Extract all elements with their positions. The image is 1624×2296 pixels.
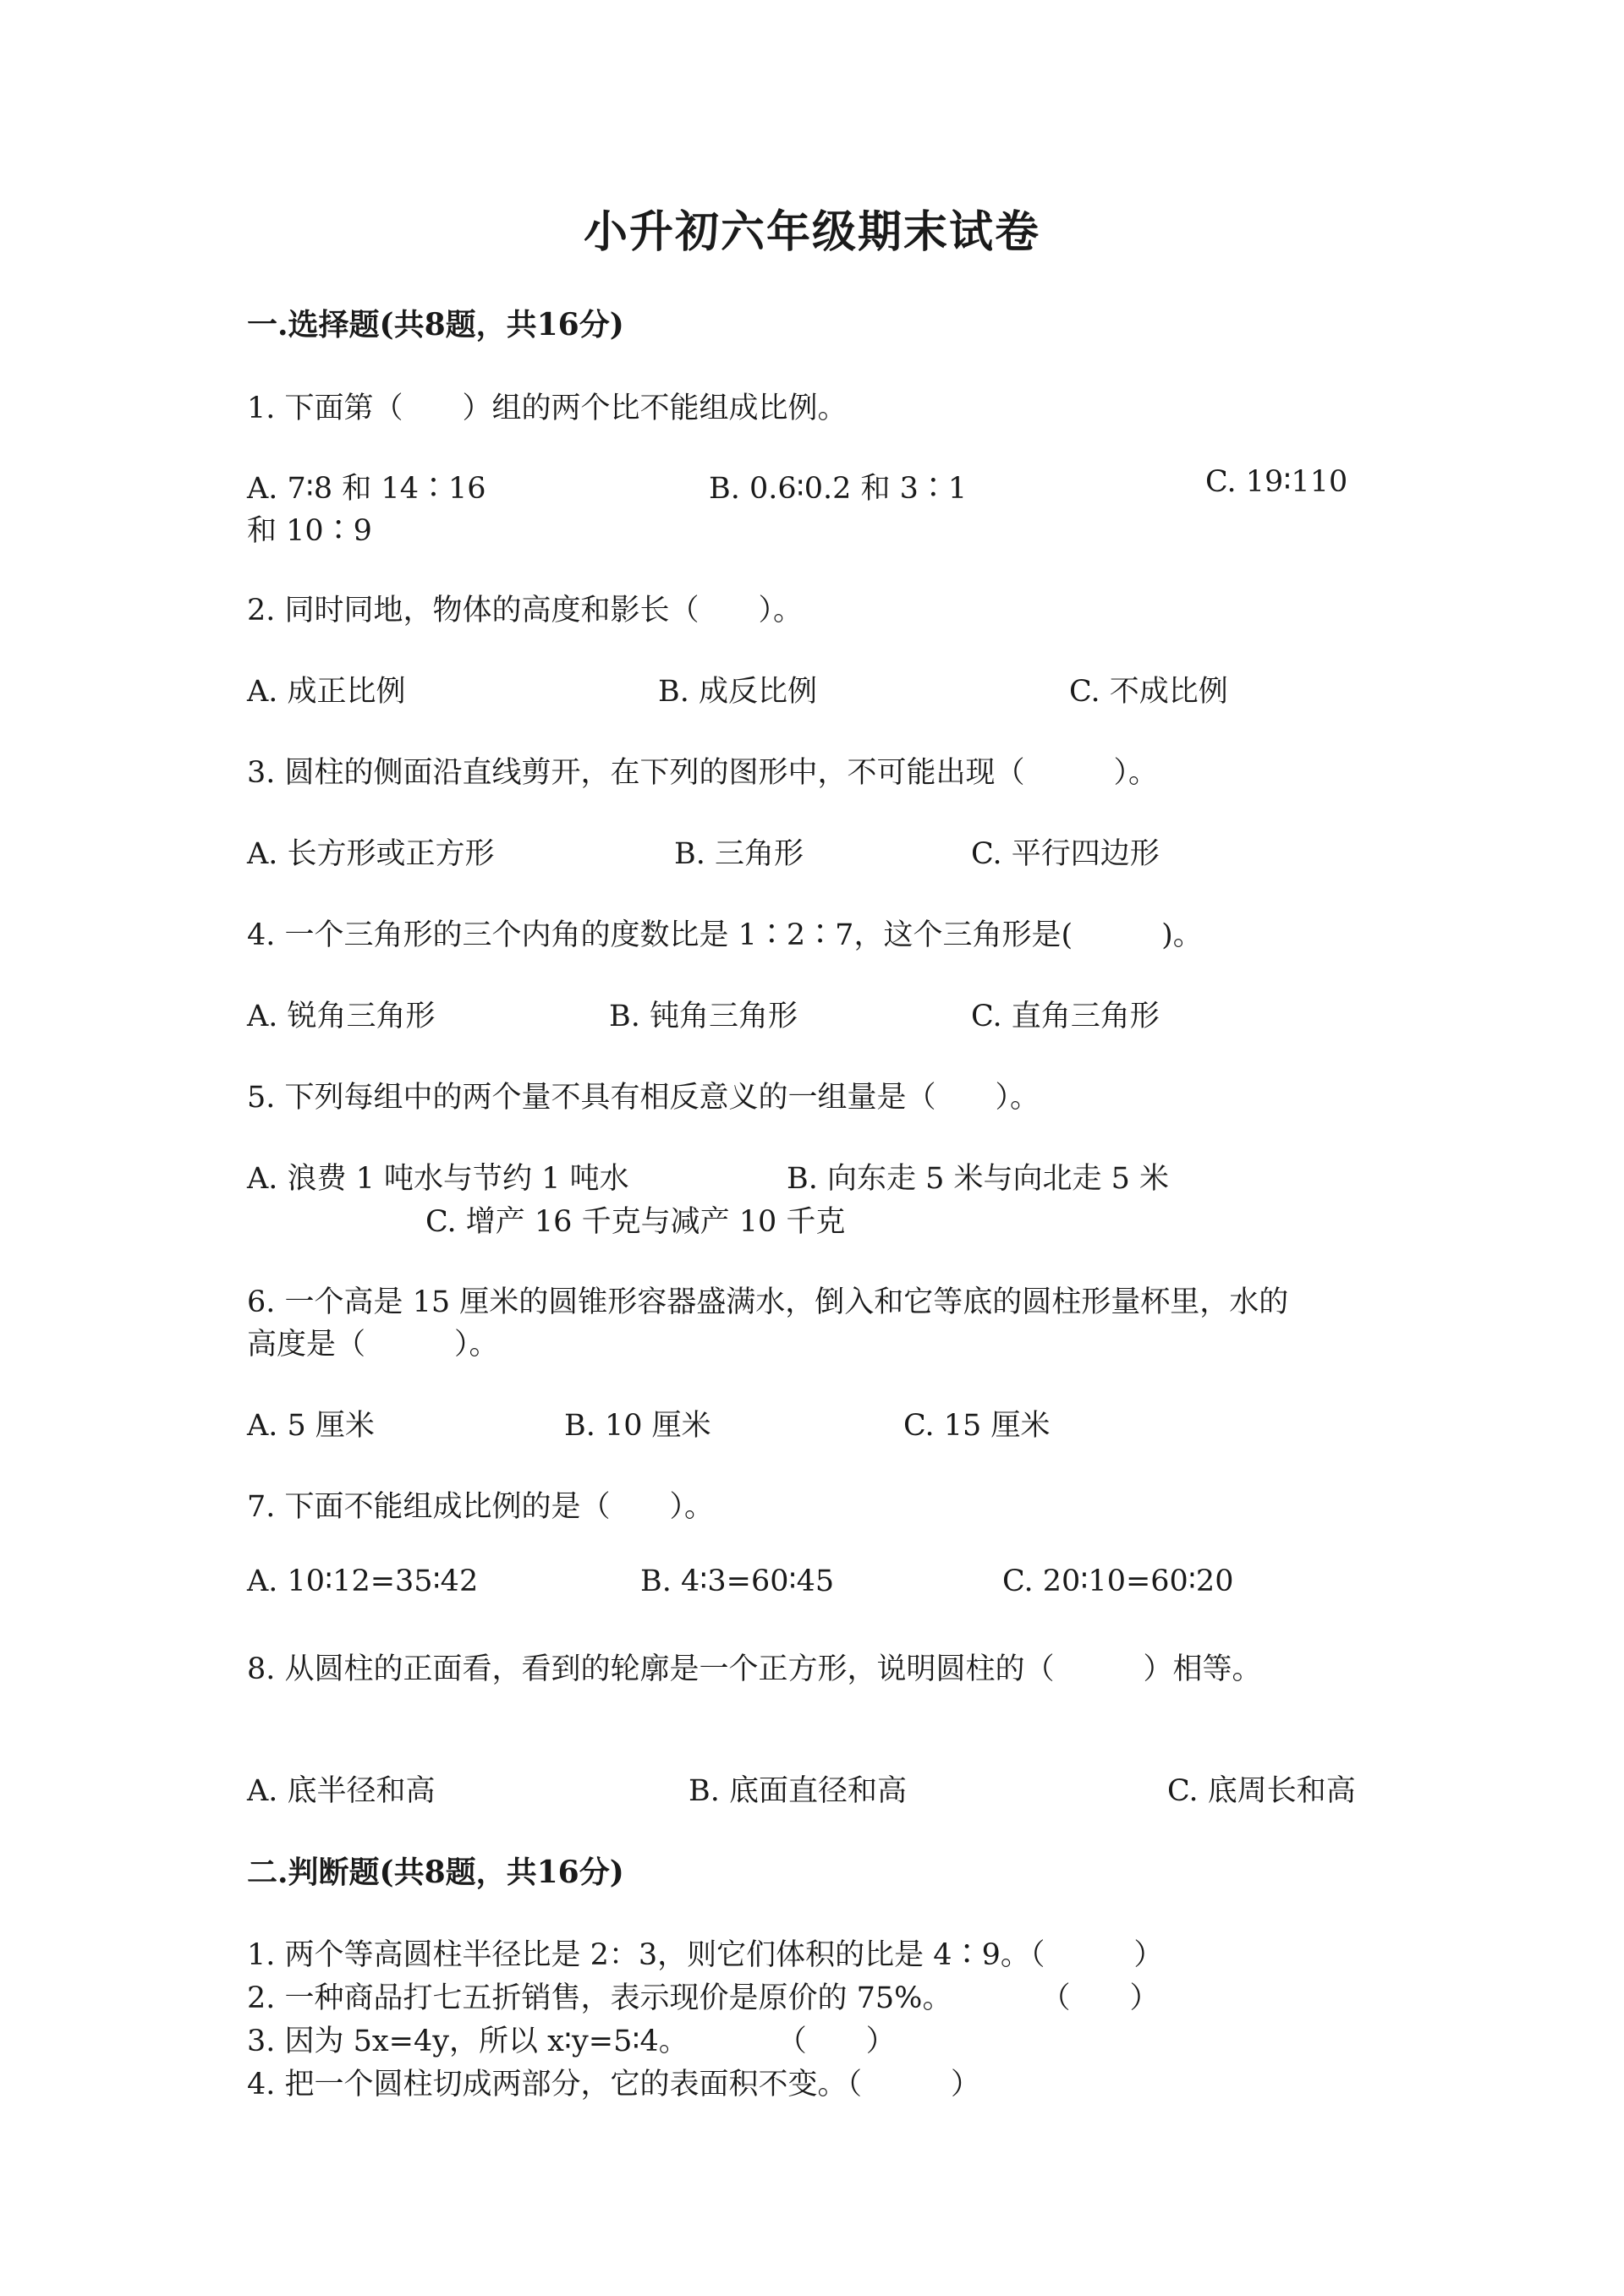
q3-option-b: B. 三角形 — [674, 837, 804, 871]
q8-option-b: B. 底面直径和高 — [689, 1774, 907, 1808]
judgment-3: 3. 因为 5x=4y，所以 x∶y=5∶4。 （ ） — [247, 2025, 896, 2058]
q4-option-a: A. 锐角三角形 — [247, 1000, 436, 1033]
q7-option-a: A. 10∶12=35∶42 — [247, 1564, 479, 1598]
q3-option-a: A. 长方形或正方形 — [247, 837, 495, 871]
q5-option-a: A. 浪费 1 吨水与节约 1 吨水 — [247, 1162, 629, 1196]
exam-title: 小升初六年级期末试卷 — [583, 206, 1040, 258]
q1-option-b: B. 0.6∶0.2 和 3∶1 — [709, 472, 968, 506]
judgment-4: 4. 把一个圆柱切成两部分，它的表面积不变。（ ） — [247, 2068, 981, 2101]
q7-option-b: B. 4∶3=60∶45 — [640, 1564, 835, 1598]
judgment-1: 1. 两个等高圆柱半径比是 2：3，则它们体积的比是 4∶9。（ ） — [247, 1938, 1164, 1972]
q3-option-c: C. 平行四边形 — [971, 837, 1160, 871]
q1-option-c-continued: 和 10∶9 — [247, 514, 372, 548]
q2-option-c: C. 不成比例 — [1069, 675, 1228, 709]
question-7: 7. 下面不能组成比例的是（ ）。 — [247, 1490, 715, 1524]
question-6-continued: 高度是（ ）。 — [247, 1328, 499, 1362]
q5-option-c: C. 增产 16 千克与减产 10 千克 — [425, 1205, 846, 1239]
question-6: 6. 一个高是 15 厘米的圆锥形容器盛满水，倒入和它等底的圆柱形量杯里，水的 — [247, 1285, 1289, 1319]
question-5: 5. 下列每组中的两个量不具有相反意义的一组量是（ ）。 — [247, 1081, 1040, 1115]
section-1-heading: 一.选择题(共8题，共16分) — [247, 307, 624, 342]
q5-option-b: B. 向东走 5 米与向北走 5 米 — [787, 1162, 1170, 1196]
q6-option-b: B. 10 厘米 — [564, 1409, 711, 1443]
q6-option-a: A. 5 厘米 — [247, 1409, 375, 1443]
q4-option-c: C. 直角三角形 — [971, 1000, 1160, 1033]
q6-option-c: C. 15 厘米 — [903, 1409, 1051, 1443]
q4-option-b: B. 钝角三角形 — [609, 1000, 798, 1033]
q2-option-a: A. 成正比例 — [247, 675, 406, 709]
q1-option-c: C. 19∶110 — [1205, 465, 1348, 499]
q2-option-b: B. 成反比例 — [658, 675, 817, 709]
question-2: 2. 同时同地，物体的高度和影长（ ）。 — [247, 594, 804, 627]
q1-option-a: A. 7∶8 和 14∶16 — [247, 472, 486, 506]
question-3: 3. 圆柱的侧面沿直线剪开，在下列的图形中，不可能出现（ ）。 — [247, 756, 1159, 790]
section-2-heading: 二.判断题(共8题，共16分) — [247, 1855, 624, 1890]
question-8: 8. 从圆柱的正面看，看到的轮廓是一个正方形，说明圆柱的（ ）相等。 — [247, 1652, 1262, 1686]
q8-option-a: A. 底半径和高 — [247, 1774, 436, 1808]
q7-option-c: C. 20∶10=60∶20 — [1002, 1564, 1234, 1598]
question-4: 4. 一个三角形的三个内角的度数比是 1∶2∶7，这个三角形是( )。 — [247, 918, 1203, 952]
q8-option-c: C. 底周长和高 — [1167, 1774, 1356, 1808]
judgment-2: 2. 一种商品打七五折销售，表示现价是原价的 75%。 （ ） — [247, 1981, 1160, 2015]
question-1: 1. 下面第（ ）组的两个比不能组成比例。 — [247, 392, 848, 425]
